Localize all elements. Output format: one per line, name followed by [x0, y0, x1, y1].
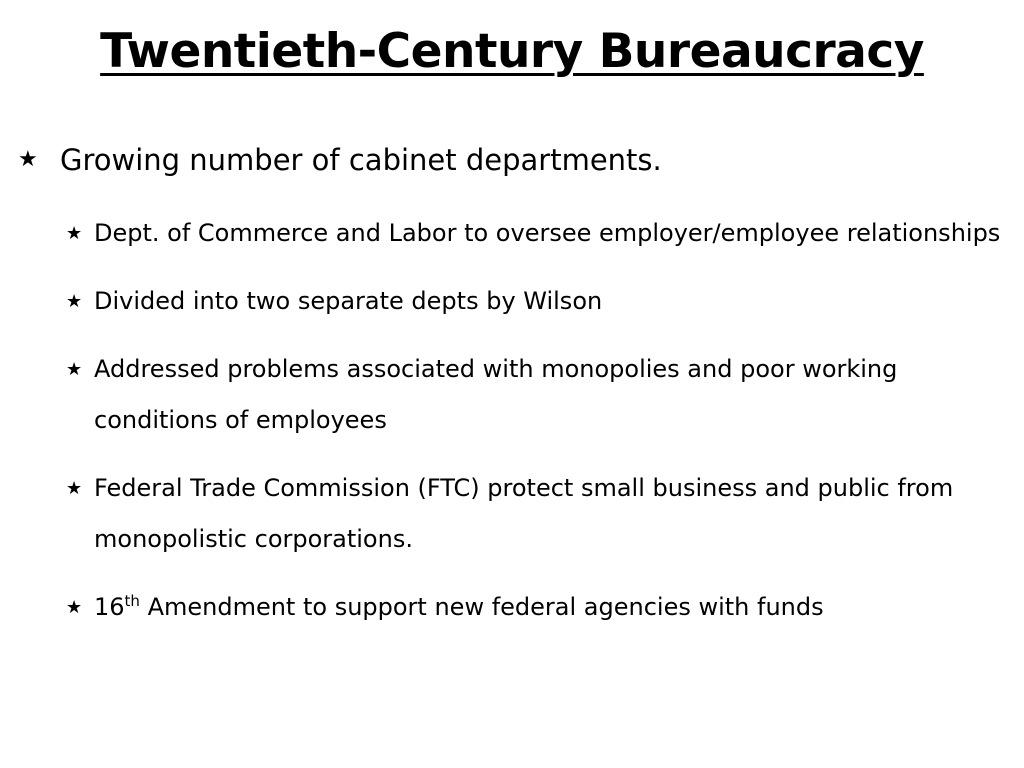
sub-bullet-text: Addressed problems associated with monopolies and poor working conditions of employees: [94, 355, 898, 434]
amendment-number: 16: [94, 593, 125, 621]
star-icon: ★: [66, 291, 83, 312]
star-icon: ★: [66, 359, 83, 380]
sub-bullet-text: Divided into two separate depts by Wilson: [94, 287, 603, 315]
slide-title-text: Twentieth-Century Bureaucracy: [100, 24, 924, 79]
sub-bullet-text: Dept. of Commerce and Labor to oversee employer/employee relationships: [94, 219, 1001, 247]
amendment-text: Amendment to support new federal agencies with funds: [139, 593, 824, 621]
ordinal-suffix: th: [124, 592, 140, 610]
star-icon: ★: [66, 223, 83, 244]
star-icon: ★: [66, 478, 83, 499]
sub-bullet-text: [94, 582, 1006, 633]
main-bullet-text: Growing number of cabinet departments.: [60, 143, 662, 177]
main-bullet: [18, 140, 1008, 180]
sub-bullet-text: Federal Trade Commission (FTC) protect small business and public from monopolistic corporations.: [94, 474, 954, 553]
sub-bullet-list: [66, 208, 1006, 650]
sub-bullet: [66, 276, 1006, 327]
slide-title: [0, 22, 1024, 82]
sub-bullet: [66, 344, 1006, 446]
sub-bullet: [66, 463, 1006, 565]
sub-bullet: [66, 582, 1006, 633]
star-icon: ★: [66, 597, 83, 618]
star-icon: ★: [18, 147, 38, 172]
sub-bullet: [66, 208, 1006, 259]
